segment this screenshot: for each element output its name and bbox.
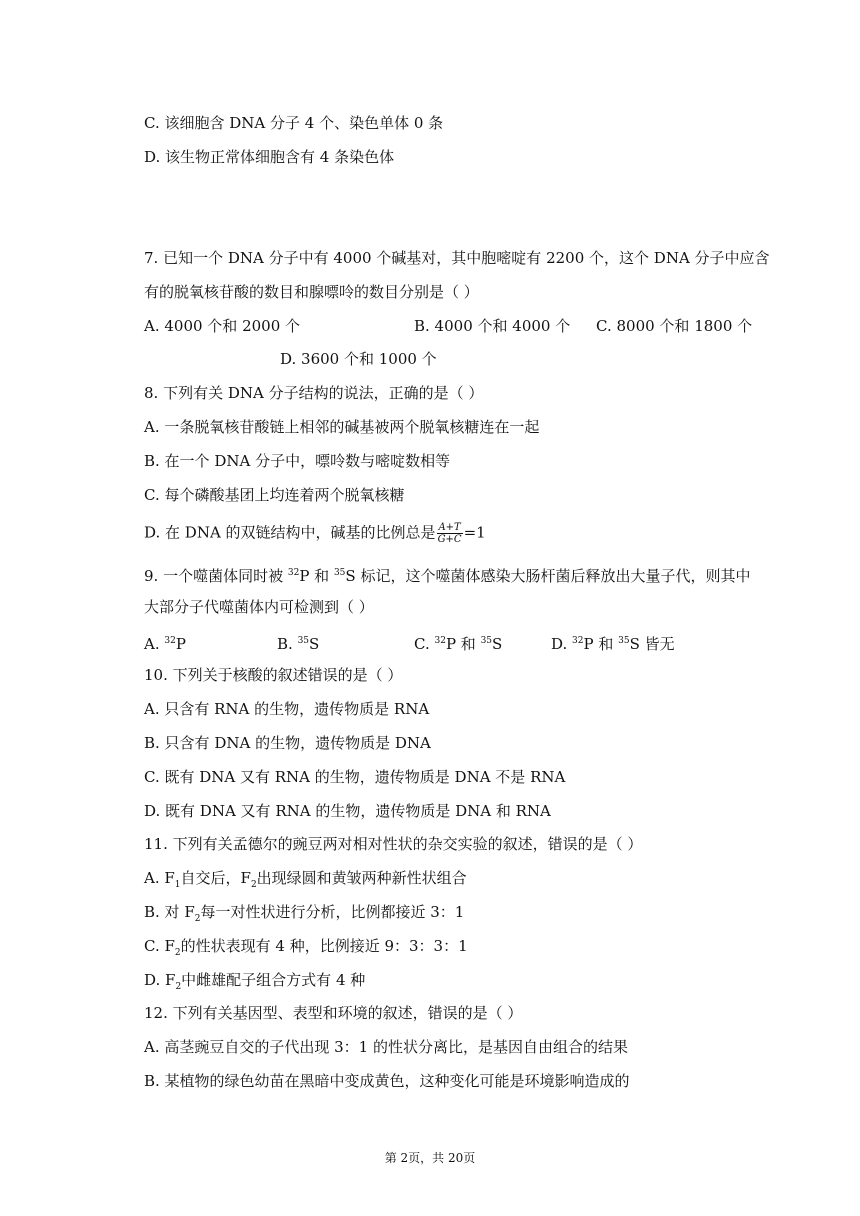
fraction-numerator: A+T (438, 522, 461, 533)
q11-option-d (144, 970, 365, 997)
q10-stem: 10. 下列关于核酸的叙述错误的是（ ） (144, 666, 403, 684)
q10-option-d: D. 既有 DNA 又有 RNA 的生物，遗传物质是 DNA 和 RNA (144, 802, 551, 820)
isotope-32: 32 (572, 636, 584, 646)
q10-option-a: A. 只含有 RNA 的生物，遗传物质是 RNA (144, 700, 430, 718)
q7-stem-line-1: 7. 已知一个 DNA 分子中有 4000 个碱基对，其中胞嘧啶有 2200 个，这个 DNA 分子中应含 (144, 249, 770, 267)
q9-c-label: C. (414, 635, 435, 653)
q9-option-c (414, 631, 502, 654)
isotope-32: 32 (164, 636, 176, 646)
isotope-35: 35 (297, 636, 310, 646)
q9-d-label: D. (551, 635, 573, 653)
q11-option-b (144, 902, 464, 929)
q11-a-label: A. F (144, 869, 175, 887)
q12-option-a: A. 高茎豌豆自交的子代出现 3：1 的性状分离比，是基因自由组合的结果 (144, 1038, 628, 1056)
isotope-35: 35 (480, 636, 493, 646)
subscript-2: 2 (175, 982, 182, 992)
q7-option-c: C. 8000 个和 1800 个 (596, 317, 753, 335)
isotope-32: 32 (434, 636, 446, 646)
q9-c-mid: P 和 (445, 635, 481, 653)
q11-d-label: D. F (144, 971, 176, 989)
q11-d-text: 中雌雄配子组合方式有 4 种 (181, 971, 366, 989)
q9-stem-text-c: S 标记，这个噬菌体感染大肠杆菌后释放出大量子代，则其中 (345, 567, 751, 585)
fraction-denominator: G+C (437, 534, 462, 545)
subscript-2: 2 (174, 948, 181, 958)
q9-a-label: A. (144, 635, 165, 653)
q6-option-c: C. 该细胞含 DNA 分子 4 个、染色单体 0 条 (144, 114, 444, 132)
q9-c-text: S (492, 635, 503, 653)
q6-option-d: D. 该生物正常体细胞含有 4 条染色体 (144, 148, 395, 166)
q11-option-a (144, 868, 467, 895)
q9-option-b (277, 631, 319, 654)
q8-stem: 8. 下列有关 DNA 分子结构的说法，正确的是（ ） (144, 384, 484, 402)
subscript-2: 2 (194, 914, 201, 924)
isotope-32: 32 (287, 568, 300, 578)
q9-d-mid: P 和 (583, 635, 619, 653)
q9-a-text: P (175, 635, 186, 653)
q9-stem-line-2: 大部分子代噬菌体内可检测到（ ） (144, 598, 374, 616)
q11-b-text: 每一对性状进行分析，比例都接近 3：1 (200, 903, 465, 921)
subscript-1: 1 (174, 880, 181, 890)
q12-option-b: B. 某植物的绿色幼苗在黑暗中变成黄色，这种变化可能是环境影响造成的 (144, 1072, 630, 1090)
q11-a-text: 出现绿圆和黄皱两种新性状组合 (256, 869, 467, 887)
subscript-2: 2 (250, 880, 257, 890)
q9-stem-line-1 (144, 563, 750, 586)
q11-c-label: C. F (144, 937, 175, 955)
q8-option-c: C. 每个磷酸基团上均连着两个脱氧核糖 (144, 486, 405, 504)
q9-b-label: B. (277, 635, 298, 653)
q9-d-text: S 皆无 (629, 635, 675, 653)
q10-option-c: C. 既有 DNA 又有 RNA 的生物，遗传物质是 DNA 不是 RNA (144, 768, 566, 786)
isotope-35: 35 (333, 568, 346, 578)
q8-option-b: B. 在一个 DNA 分子中，嘌呤数与嘧啶数相等 (144, 452, 451, 470)
q11-option-c (144, 936, 468, 963)
page-footer: 第 2页，共 20页 (384, 1151, 476, 1165)
q7-option-a: A. 4000 个和 2000 个 (144, 317, 301, 335)
q10-option-b: B. 只含有 DNA 的生物，遗传物质是 DNA (144, 734, 431, 752)
q9-option-d (551, 631, 675, 654)
isotope-35: 35 (618, 636, 630, 646)
q11-c-text: 的性状表现有 4 种，比例接近 9：3：3：1 (180, 937, 468, 955)
q9-stem-text-b: P 和 (299, 567, 334, 585)
q8-option-d-text: D. 在 DNA 的双链结构中，碱基的比例总是 (144, 523, 436, 542)
q8-option-a: A. 一条脱氧核苷酸链上相邻的碱基被两个脱氧核糖连在一起 (144, 418, 540, 436)
q11-a-mid: 自交后，F (180, 869, 251, 887)
q12-stem: 12. 下列有关基因型、表型和环境的叙述，错误的是（ ） (144, 1004, 523, 1022)
q9-b-text: S (309, 635, 320, 653)
q7-option-b: B. 4000 个和 4000 个 (414, 317, 571, 335)
q11-b-label: B. 对 F (144, 903, 195, 921)
q9-stem-text-a: 9. 一个噬菌体同时被 (144, 567, 288, 585)
q9-option-a (144, 631, 186, 654)
q11-stem: 11. 下列有关孟德尔的豌豆两对相对性状的杂交实验的叙述，错误的是（ ） (144, 835, 643, 853)
q7-stem-line-2: 有的脱氧核苷酸的数目和腺嘌呤的数目分别是（ ） (144, 283, 479, 301)
q8-option-d (144, 522, 486, 545)
base-ratio-fraction (437, 522, 463, 545)
q8-option-d-equals: =1 (463, 523, 486, 542)
q7-option-d: D. 3600 个和 1000 个 (280, 350, 437, 368)
